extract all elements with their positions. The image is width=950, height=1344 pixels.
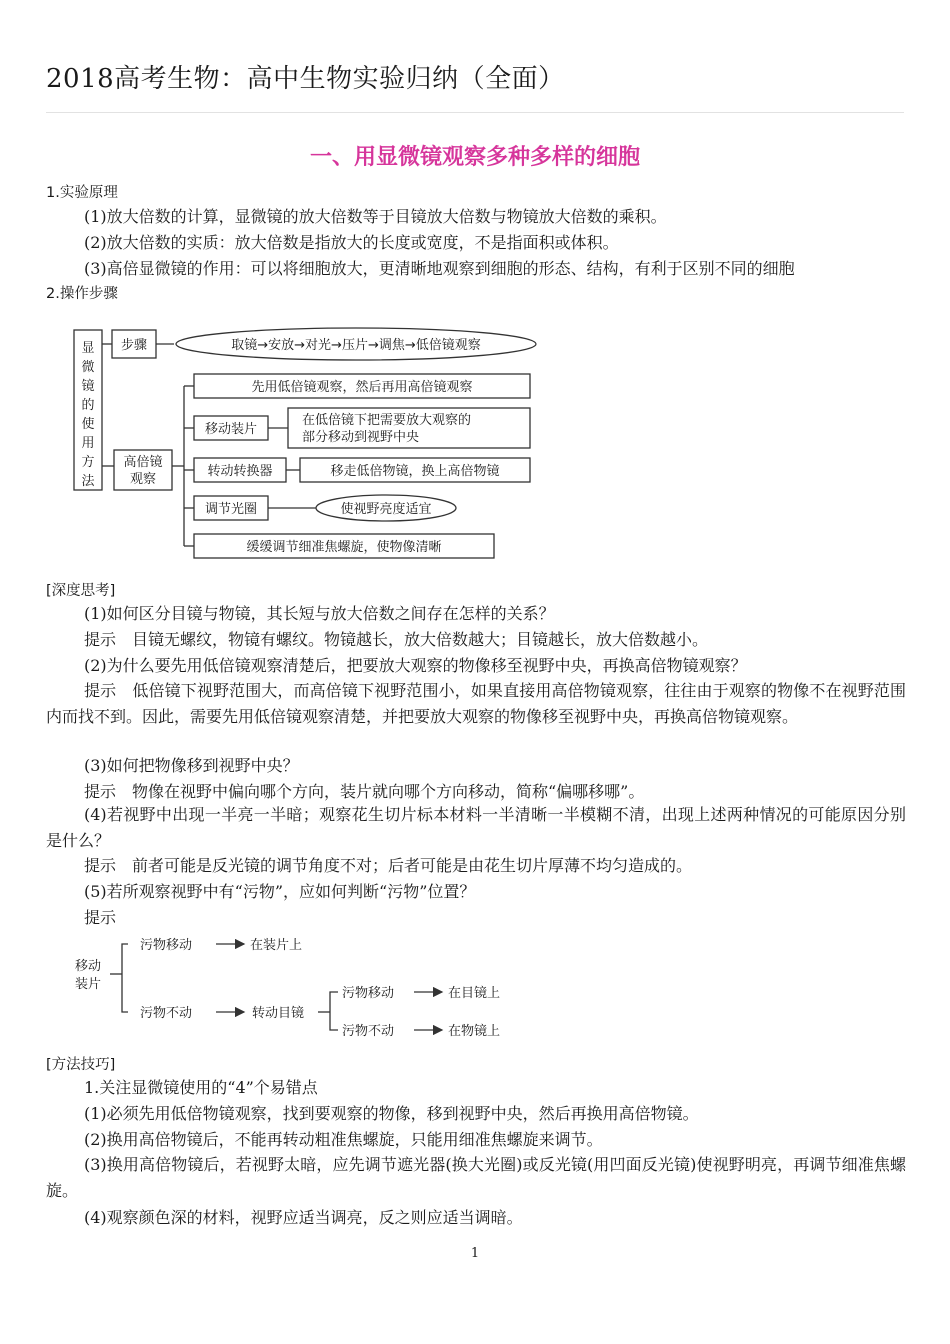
dirt-still-2-text: 污物不动 <box>342 1024 395 1039</box>
root-char: 使 <box>81 417 95 432</box>
question: (3)如何把物像移到视野中央？ <box>84 756 299 775</box>
principle-heading: 1.实验原理 <box>46 185 118 201</box>
root-char: 方 <box>81 455 95 470</box>
dirt-root-1: 移动 <box>74 959 102 974</box>
dirt-location-diagram <box>66 932 536 1042</box>
move-slide-note-1: 在低倍镜下把需要放大观察的 <box>302 413 472 428</box>
high-label-2: 观察 <box>129 472 157 487</box>
root-char: 显 <box>81 341 95 356</box>
methods-label: [方法技巧] <box>46 1057 116 1073</box>
microscope-usage-diagram <box>70 316 550 566</box>
method-item: (2)换用高倍物镜后，不能再转动粗准焦螺旋，只能用细准焦螺旋来调节。 <box>84 1130 603 1149</box>
method-item: (3)换用高倍物镜后，若视野太暗，应先调节遮光器(换大光圈)或反光镜(用凹面反光镜)使视野明亮，再调节细准焦螺旋。 <box>46 1155 906 1200</box>
answer: 提示 目镜无螺纹，物镜有螺纹。物镜越长，放大倍数越大；目镜越长，放大倍数越小。 <box>84 630 709 649</box>
method-item: (4)观察颜色深的材料，视野应适当调亮，反之则应适当调暗。 <box>84 1208 523 1227</box>
methods-intro: 1.关注显微镜使用的“4”个易错点 <box>84 1078 318 1097</box>
aperture-text: 调节光圈 <box>204 502 258 517</box>
question: (4)若视野中出现一半亮一半暗；观察花生切片标本材料一半清晰一半模糊不清，出现上述两种情况的可能原因分别是什么？ <box>46 805 906 850</box>
root-char: 法 <box>81 474 95 489</box>
dirt-moves-2-text: 污物移动 <box>342 986 395 1001</box>
steps-heading: 2.操作步骤 <box>46 286 118 302</box>
dirt-root-2: 装片 <box>74 977 102 992</box>
principle-item: (1)放大倍数的计算，显微镜的放大倍数等于目镜放大倍数与物镜放大倍数的乘积。 <box>84 207 667 226</box>
answer-hint: 提示 <box>84 908 117 927</box>
on-objective-text: 在物镜上 <box>448 1024 501 1039</box>
high-first-text: 先用低倍镜观察，然后再用高倍镜观察 <box>251 380 473 395</box>
question: (5)若所观察视野中有“污物”，应如何判断“污物”位置？ <box>84 882 476 901</box>
root-char: 的 <box>81 398 95 413</box>
title-divider <box>46 112 904 113</box>
answer: 提示 物像在视野中偏向哪个方向，装片就向哪个方向移动，简称“偏哪移哪”。 <box>84 782 645 801</box>
question: (2)为什么要先用低倍镜观察清楚后，把要放大观察的物像移至视野中央，再换高倍物镜观察？ <box>84 656 747 675</box>
move-slide-note-2: 部分移动到视野中央 <box>302 430 420 445</box>
section-heading: 一、用显微镜观察多种多样的细胞 <box>309 145 640 170</box>
dirt-still-text: 污物不动 <box>140 1006 193 1021</box>
root-char: 用 <box>81 436 95 451</box>
deep-thinking-label: [深度思考] <box>46 583 116 599</box>
principle-item: (3)高倍显微镜的作用：可以将细胞放大，更清晰地观察到细胞的形态、结构，有利于区别不同的细胞 <box>84 259 795 278</box>
root-char: 微 <box>81 360 95 375</box>
dirt-moves-text: 污物移动 <box>140 938 193 953</box>
aperture-note-text: 使视野亮度适宜 <box>340 502 432 517</box>
principle-item: (2)放大倍数的实质：放大倍数是指放大的长度或宽度，不是指面积或体积。 <box>84 233 619 252</box>
answer: 提示 低倍镜下视野范围大，而高倍镜下视野范围小，如果直接用高倍物镜观察，往往由于观察的物像不在视野范围内而找不到。因此，需要先用低倍镜观察清楚，并把要放大观察的物像移至视野中央，再换高倍物镜观察。 <box>46 681 906 726</box>
steps-label: 步骤 <box>120 338 148 353</box>
on-eyepiece-text: 在目镜上 <box>448 986 501 1001</box>
move-slide-text: 移动装片 <box>204 422 258 437</box>
question: (1)如何区分目镜与物镜，其长短与放大倍数之间存在怎样的关系？ <box>84 604 555 623</box>
root-char: 镜 <box>81 379 95 394</box>
rotate-eyepiece-text: 转动目镜 <box>252 1006 305 1021</box>
document-title: 2018高考生物：高中生物实验归纳（全面） <box>46 64 565 94</box>
steps-flow-text: 取镜→安放→对光→压片→调焦→低倍镜观察 <box>231 338 481 353</box>
answer: 提示 前者可能是反光镜的调节角度不对；后者可能是由花生切片厚薄不均匀造成的。 <box>84 856 693 875</box>
high-label-1: 高倍镜 <box>123 455 163 470</box>
page-number: 1 <box>470 1246 480 1261</box>
on-slide-text: 在装片上 <box>250 938 303 953</box>
rotate-note-text: 移走低倍物镜，换上高倍物镜 <box>330 464 500 479</box>
method-item: (1)必须先用低倍物镜观察，找到要观察的物像，移到视野中央，然后再换用高倍物镜。 <box>84 1104 699 1123</box>
rotate-converter-text: 转动转换器 <box>207 464 273 479</box>
fine-focus-text: 缓缓调节细准焦螺旋，使物像清晰 <box>246 540 442 555</box>
